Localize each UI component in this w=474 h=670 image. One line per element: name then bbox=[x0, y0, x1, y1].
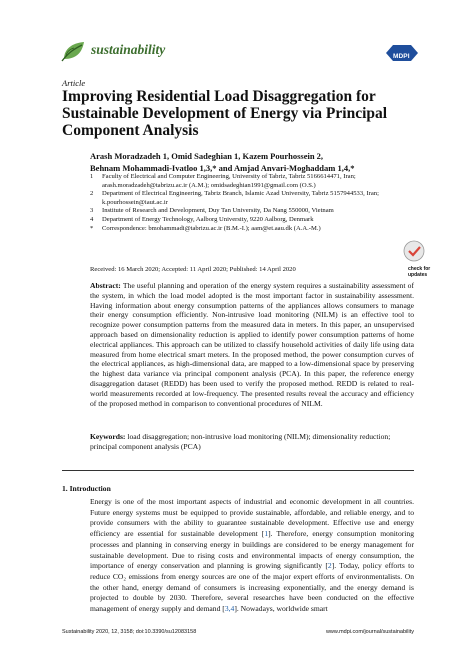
abstract-text: The useful planning and operation of the energy system requires a sustainability assessment of the system, in which the load model adopted is the most important factor in sustainability assessment. Having information about energy consumption patterns of the appliances allows consumers to manage their energy consumption efficiently. Non-intrusive load monitoring (NILM) is an effective tool to recognize power consumption patterns from the measured data in meters. In this paper, an unsupervised approach based on dimensionality reduction is applied to identify power consumption patterns of home electrical appliances. This approach can be utilized to classify household activities of daily life using data measured from home electrical smart meters. In the proposed method, the power consumption curves of the electrical appliances, as high-dimensional data, are mapped to a low-dimensional space by preserving the highest data variance via principal component analysis (PCA). In this paper, the reference energy disaggregation dataset (REDD) has been used to verify the proposed method. REDD is related to real-world measurements recorded at low-frequency. The presented results reveal the accuracy and efficiency of the proposed method in comparison to conventional procedures of NILM. bbox=[90, 281, 414, 408]
article-type: Article bbox=[62, 78, 86, 88]
keywords bbox=[90, 432, 414, 452]
abstract bbox=[90, 281, 414, 408]
check-for-updates-label[interactable]: check for updates bbox=[408, 266, 431, 278]
publisher-logo-text: MDPI bbox=[393, 53, 410, 60]
citation-link[interactable]: 3,4 bbox=[224, 604, 235, 614]
affiliations bbox=[90, 173, 430, 233]
affiliation-item: 4 Department of Energy Technology, Aalborg University, 9220 Aalborg, Denmark bbox=[90, 215, 314, 223]
footer-journal-url[interactable]: www.mdpi.com/journal/sustainability bbox=[325, 629, 414, 635]
keywords-label: Keywords: bbox=[90, 432, 126, 441]
affiliation-item: 3 Institute of Research and Development, Duy Tan University, Da Nang 550000, Vietnam bbox=[90, 207, 334, 215]
section-heading: 1. Introduction bbox=[62, 484, 111, 493]
section-divider bbox=[62, 470, 414, 471]
author-line-1: Arash Moradzadeh 1, Omid Sadeghian 1, Kazem Pourhossein 2, bbox=[90, 151, 324, 161]
introduction-paragraph: Energy is one of the most important aspects of industrial and economic development in all countries. Future energy systems must be equipped to provide sustainable, affordable, and reliable energy, and to provide consumers with the ability to guarantee sustainable development. Effective use and energy efficiency are essential for sustainable development [1]. Therefore, energy consumption monitoring processes and planning in conserving energy in buildings are considered to be energy management for sustainable development. Due to rising costs and environmental impacts of energy consumption, the importance of energy conservation and planning is growing significantly [2]. Today, policy efforts to reduce CO₂ emissions from energy sources are one of the major expert efforts of environmentalists. On the other hand, energy demand of consumers is increasing exponentially, and the energy demand is projected to double by 2030. Therefore, several researches have been conducted on the effective management of energy supply and demand [3,4]. Nowadays, worldwide smart bbox=[90, 497, 415, 614]
keywords-text: load disaggregation; non-intrusive load monitoring (NILM); dimensionality reduction; principal component analysis (PCA) bbox=[90, 432, 391, 451]
affiliation-item: 2 Department of Electrical Engineering, Tabriz Branch, Islamic Azad University, Tabriz 5157944533, Iran; k.pourhossein@iaut.ac.ir bbox=[90, 190, 379, 206]
footer-citation: Sustainability 2020, 12, 3158; doi:10.3390/su12083158 bbox=[62, 629, 197, 635]
publication-dates: Received: 16 March 2020; Accepted: 11 April 2020; Published: 14 April 2020 bbox=[90, 266, 296, 273]
abstract-label: Abstract: bbox=[90, 281, 121, 290]
citation-link[interactable]: 2 bbox=[327, 561, 332, 571]
paper-title: Improving Residential Load Disaggregation for Sustainable Development of Energy via Principal Component Analysis bbox=[62, 88, 388, 139]
journal-leaf-logo-icon bbox=[60, 39, 88, 63]
citation-link[interactable]: 1 bbox=[264, 529, 269, 539]
author-line-2: Behnam Mohammadi-Ivatloo 1,3,* and Amjad Anvari-Moghaddam 1,4,* bbox=[90, 163, 355, 173]
affiliation-item: 1 Faculty of Electrical and Computer Engineering, University of Tabriz, Tabriz 5166614471, Iran; arash.moradzadeh@tabrizu.ac.ir (A.M.); omidsadeghian1991@gmail.com (O.S.) bbox=[90, 173, 356, 189]
author-list bbox=[90, 150, 430, 174]
journal-name: sustainability bbox=[91, 42, 166, 57]
correspondence: * Correspondence: bmohammadi@tabrizu.ac.ir (B.M.-I.); aam@et.aau.dk (A.A.-M.) bbox=[90, 224, 321, 232]
